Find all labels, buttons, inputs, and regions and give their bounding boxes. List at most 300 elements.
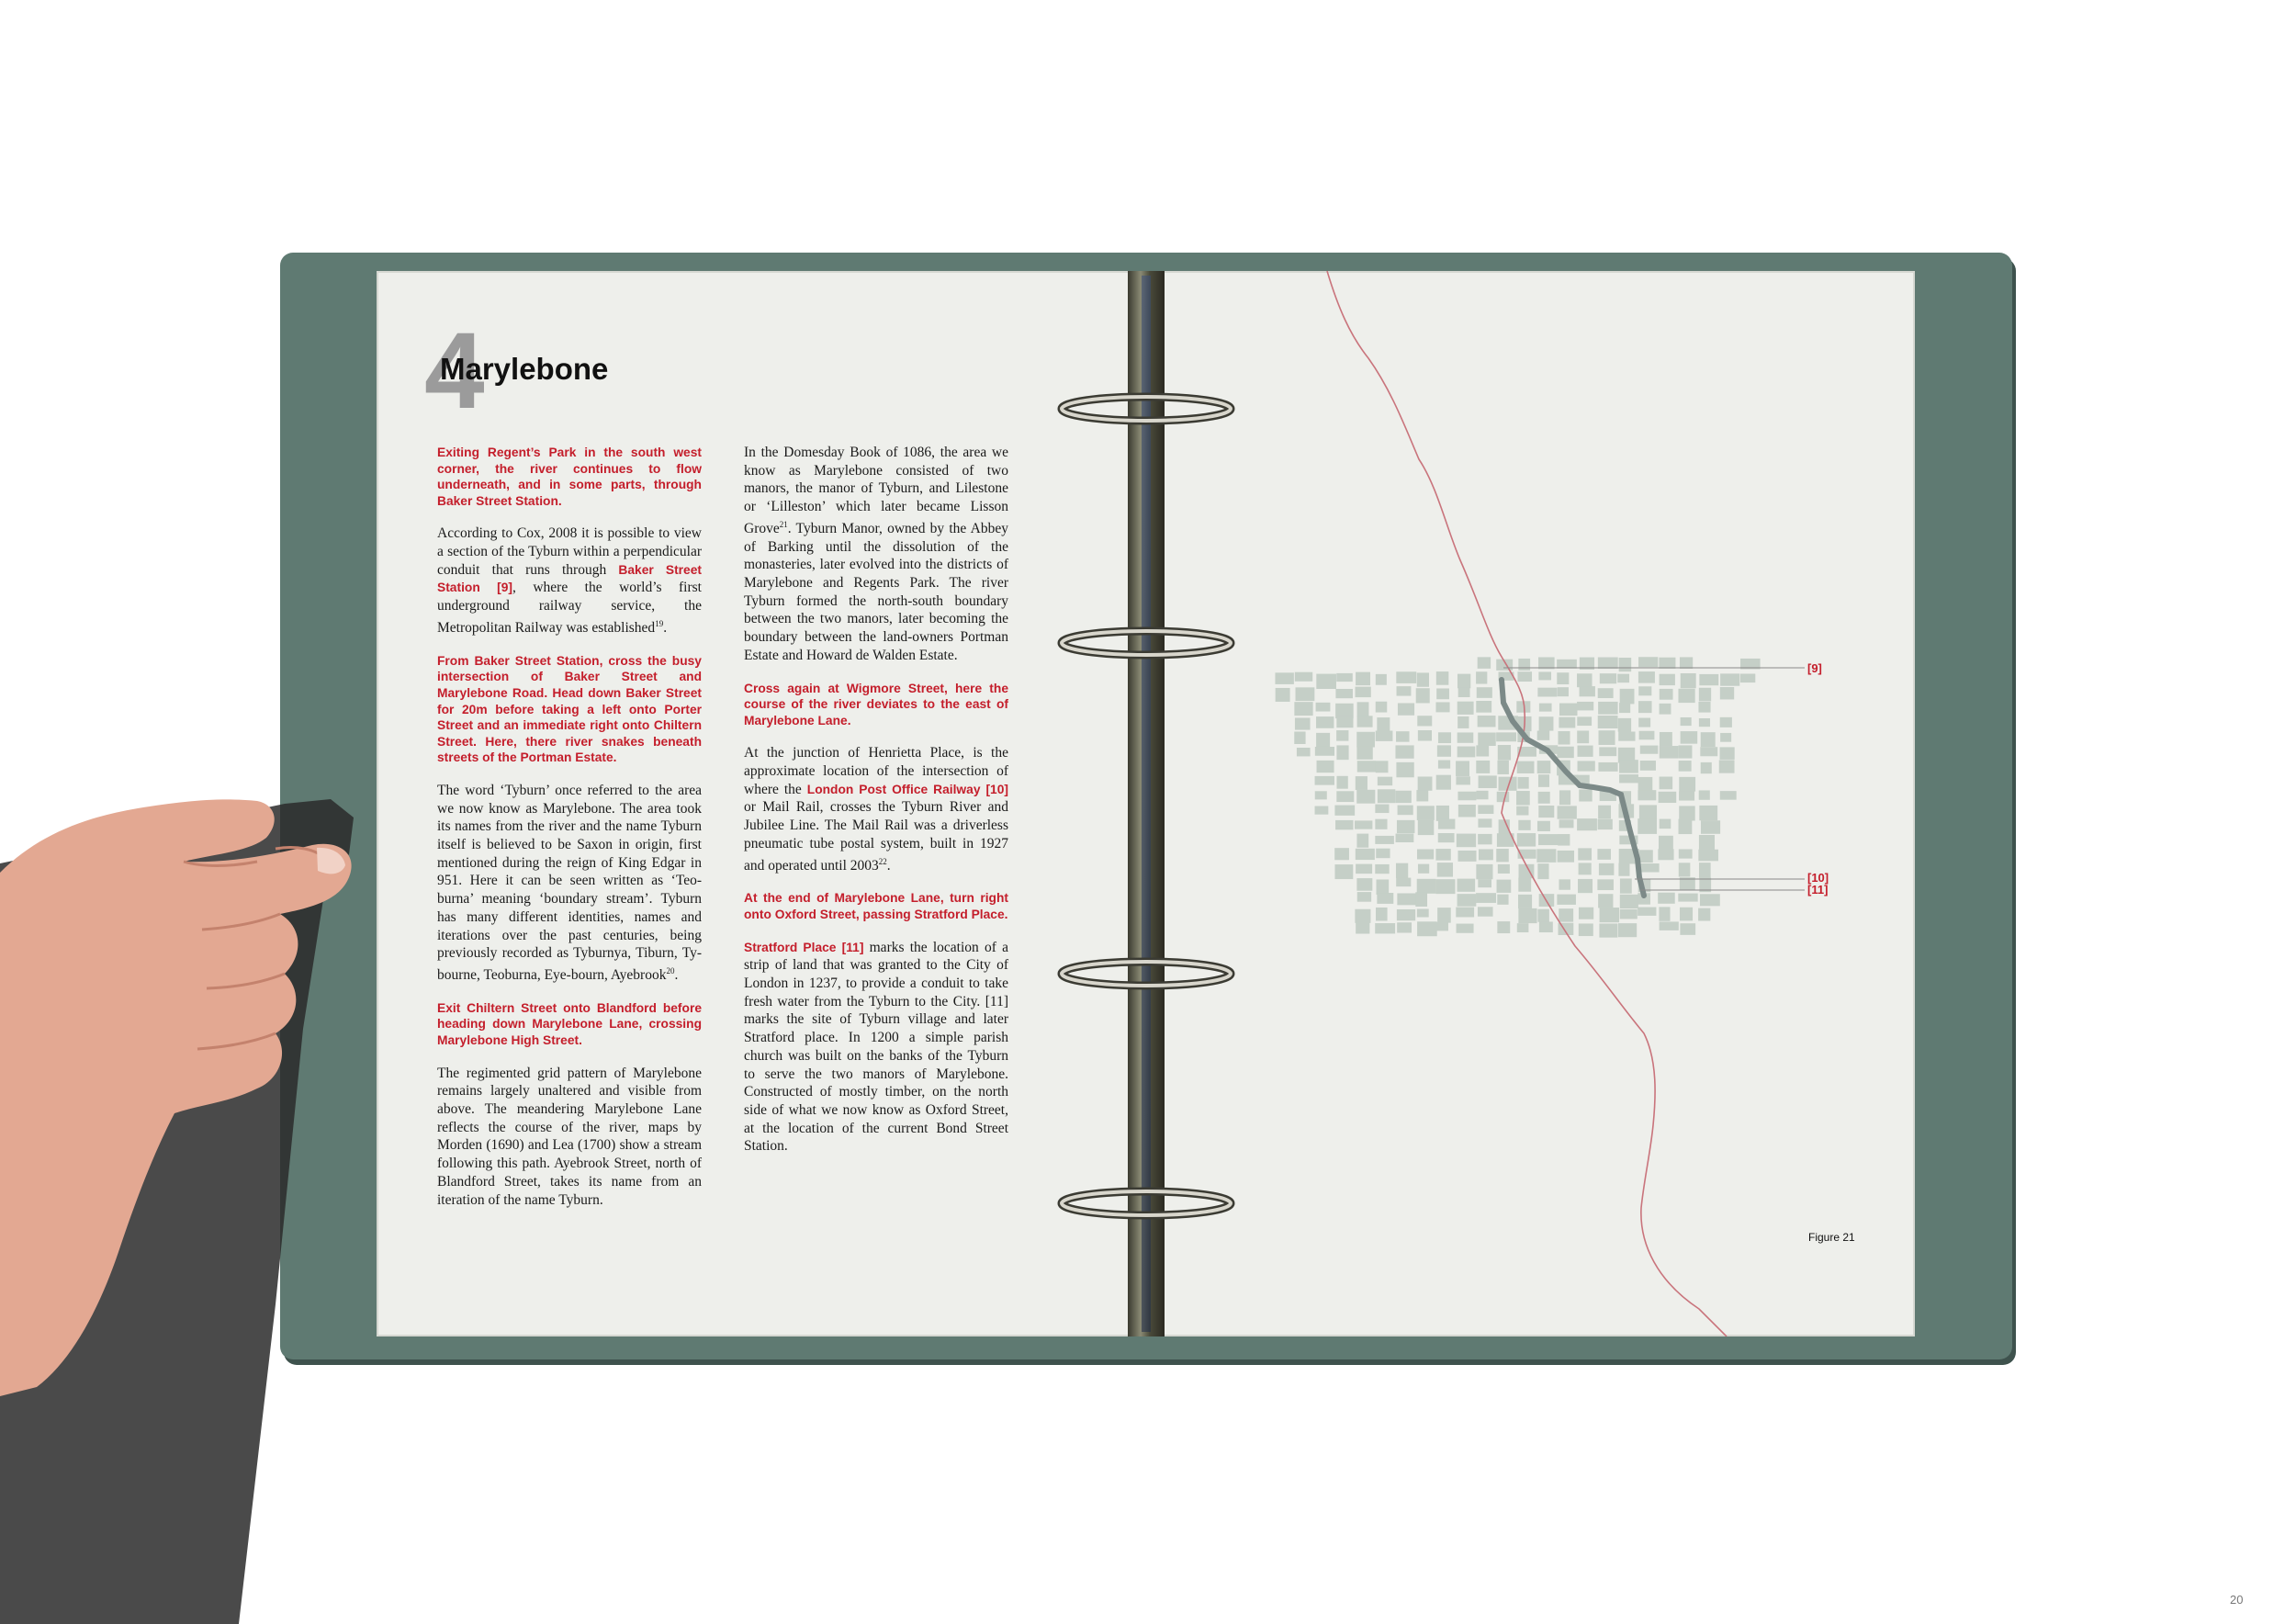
street-block [1558,731,1570,744]
street-block [1396,762,1413,777]
street-block [1458,792,1476,801]
street-block [1416,790,1428,801]
street-block [1539,921,1553,932]
callout-11: [11] [1807,883,1829,897]
street-block [1558,687,1569,696]
street-block [1538,792,1550,804]
street-block [1418,820,1435,835]
street-block [1498,745,1511,761]
street-block [1356,746,1372,759]
street-block [1295,672,1312,682]
site-reference: Baker Street Station [9] [437,562,702,595]
street-block [1658,893,1675,904]
street-block [1599,863,1614,875]
street-block [1376,674,1387,685]
street-block [1678,894,1697,902]
street-block [1476,671,1487,683]
street-block [1699,688,1711,702]
footnote-ref: 19 [655,618,664,628]
street-block [1356,776,1367,790]
street-block [1699,790,1710,799]
street-block [1537,688,1557,697]
street-block [1638,671,1655,683]
street-block [1456,776,1469,784]
street-block [1356,687,1371,698]
street-block [1497,921,1510,933]
street-block [1517,761,1535,773]
middle-text-column [744,444,1008,1171]
street-block [1559,819,1574,828]
page-number: 20 [2230,1593,2244,1607]
street-block [1699,835,1715,850]
street-block [1457,834,1476,848]
street-block [1478,834,1491,844]
street-block [1295,717,1311,729]
street-block [1417,879,1436,894]
street-block [1479,849,1493,860]
text-run: , where the world’s first underground railway service, the Metropolitan Railway was established [437,580,702,637]
street-block [1396,731,1409,741]
street-block [1518,895,1532,908]
street-block [1396,834,1414,842]
street-block [1516,806,1528,816]
street-block [1600,908,1619,922]
footnote-ref: 21 [779,519,788,529]
street-block [1599,923,1617,937]
street-block [1639,805,1657,818]
street-block [1397,820,1414,833]
street-block [1598,819,1613,829]
callout-9: [9] [1807,661,1822,675]
body-paragraph [437,782,702,985]
street-block [1679,863,1691,876]
street-block [1334,848,1349,860]
street-block [1458,805,1476,817]
street-block [1538,671,1551,680]
street-block [1620,878,1632,893]
street-block [1598,894,1613,908]
chapter-number: 4 [424,310,485,432]
text-run: At the junction of Henrietta Place, is the approximate location of the intersection of where the [744,745,1008,797]
street-block [1660,921,1679,930]
street-block [1478,805,1493,814]
street-block [1437,863,1453,876]
street-block [1701,820,1720,834]
street-block [1638,701,1652,713]
street-block [1398,806,1413,816]
street-block [1458,879,1476,892]
text-run: The word ‘Tyburn’ once referred to the area we now know as Marylebone. The area took its names from the river and the name Tyburn itself is believed to be Saxon in origin, first mentioned during the reign of King Edgar in 951. Here it can be seen written as ‘Teo-burna’ meaning ‘boundary stream’. Tyburn has many different identities, names and iterations over the past centuries, being previously recorded as Tyburnya, Tiburn, Ty-bourne, Teoburna, Eye-bourn, Ayebrook [437,782,702,984]
street-block [1396,863,1408,878]
street-block [1375,805,1389,813]
street-block [1398,703,1414,715]
street-block [1640,761,1656,771]
street-block [1559,790,1570,805]
street-block [1478,733,1495,746]
street-block [1660,704,1671,715]
street-block [1457,924,1474,933]
street-block [1476,701,1491,713]
street-block [1498,864,1510,874]
street-block [1579,923,1593,936]
street-block [1395,791,1411,803]
street-block [1377,879,1390,894]
callout-10: [10] [1807,871,1829,885]
street-block [1538,806,1554,818]
street-block [1395,745,1413,758]
street-block [1378,789,1395,803]
street-block [1720,747,1735,760]
street-block [1417,909,1429,918]
street-block [1518,777,1529,789]
street-block [1679,791,1694,800]
street-block [1720,733,1731,742]
binder-ring [1054,1185,1238,1222]
street-block [1698,908,1710,921]
street-block [1639,863,1659,873]
street-block [1275,672,1293,684]
street-block [1356,672,1370,685]
street-block [1618,732,1635,741]
street-block [1558,834,1570,846]
street-block [1294,702,1312,716]
street-block [1640,746,1659,754]
street-block [1701,762,1712,773]
street-block [1638,718,1650,727]
street-block [1356,922,1369,933]
street-block [1579,789,1592,801]
street-block [1698,702,1710,713]
street-block [1679,777,1695,792]
street-block [1378,777,1392,786]
street-block [1478,818,1491,828]
street-block [1497,895,1508,905]
text-run: In the Domesday Book of 1086, the area we know as Marylebone consisted of two manors, the manor of Tyburn, and Lilestone or ‘Lilleston’ which later became Lisson Grove [744,445,1008,536]
street-block [1397,686,1412,695]
street-block [1660,674,1675,685]
street-block [1435,849,1450,861]
street-block [1659,658,1675,669]
street-block [1437,745,1451,756]
street-block [1375,864,1389,874]
street-block [1497,761,1508,774]
street-block [1680,908,1693,921]
street-block [1334,806,1355,816]
street-block [1619,760,1638,773]
street-block [1620,895,1638,908]
street-block [1356,849,1375,860]
street-block [1557,747,1573,758]
street-block [1458,702,1474,715]
street-block [1415,892,1427,907]
street-block [1679,819,1693,834]
street-block [1699,806,1717,820]
street-block [1597,879,1614,890]
street-block [1740,673,1755,682]
street-block [1435,879,1455,894]
street-block [1376,761,1389,773]
street-block [1375,819,1387,829]
street-block [1456,908,1474,918]
street-block [1537,761,1551,773]
street-block [1517,923,1529,932]
body-paragraph [744,744,1008,874]
street-block [1476,745,1489,756]
street-block [1438,819,1455,829]
street-block [1720,673,1739,685]
street-block [1315,791,1327,799]
street-block [1476,791,1488,800]
street-block [1497,792,1510,802]
street-block [1598,688,1614,698]
street-block [1458,747,1476,758]
street-block [1458,716,1469,728]
street-block [1336,730,1348,741]
text-run: . [663,620,668,637]
street-block [1418,864,1429,874]
street-block [1516,791,1530,805]
street-block [1619,774,1638,783]
street-block [1580,686,1595,696]
street-block [1679,806,1694,820]
street-block [1638,818,1657,834]
route-direction: Exit Chiltern Street onto Blandford before heading down Marylebone Lane, crossing Marylebone High Street. [437,1000,702,1047]
hand-image [0,753,386,1624]
street-block [1700,894,1720,906]
street-block [1416,688,1430,703]
street-block [1436,671,1449,685]
street-block [1417,806,1435,820]
street-block [1518,820,1530,830]
street-block [1660,746,1679,759]
street-block [1438,761,1450,769]
street-block [1375,923,1395,933]
street-block [1336,673,1353,682]
street-block [1317,761,1334,773]
text-run: According to Cox, 2008 it is possible to view a section of the Tyburn within a perpendicular conduit that runs through [437,525,702,578]
left-text-column [437,445,702,1224]
street-block [1538,834,1559,845]
street-block [1597,849,1611,860]
street-block [1334,864,1353,879]
street-block [1537,909,1549,922]
binder-ring [1054,625,1238,661]
text-run: The regimented grid pattern of Marylebone remains largely unaltered and visible from above. The meandering Marylebone Lane reflects the course of the river, maps by Morden (1690) and Lea (1700) show a stream following this path. Ayebrook Street, north of Blandford Street, takes its name from an iteration of the name Tyburn. [437,1065,702,1208]
street-block [1577,730,1589,743]
spine-shadow [1142,276,1151,1332]
street-block [1557,895,1576,905]
street-block [1315,747,1334,756]
street-block [1336,791,1354,802]
text-run: . [886,857,891,874]
street-block [1619,703,1630,713]
street-block [1335,689,1353,698]
body-paragraph [744,939,1008,1156]
street-block [1357,716,1373,727]
street-block [1355,909,1370,923]
binder-ring [1054,390,1238,427]
street-block [1438,833,1455,842]
street-block [1458,894,1477,907]
street-block [1660,689,1673,700]
street-block [1417,672,1429,686]
street-block [1638,686,1651,695]
street-block [1376,702,1388,713]
street-block [1356,732,1375,748]
street-block [1458,688,1470,697]
street-block [1659,907,1670,920]
street-block [1355,820,1372,829]
street-block [1478,657,1491,669]
street-block [1294,731,1305,744]
street-block [1720,687,1734,699]
street-block [1435,702,1449,712]
street-block [1559,879,1570,889]
street-block [1557,672,1569,684]
street-block [1660,732,1672,746]
text-run: . [674,967,679,984]
street-block [1438,732,1451,743]
street-block [1598,716,1618,728]
street-block [1681,717,1692,726]
street-block [1538,774,1549,787]
street-block [1437,908,1451,923]
street-block [1396,671,1416,683]
street-block [1458,674,1470,689]
street-block [1599,747,1616,756]
street-block [1638,657,1658,667]
street-block [1315,806,1329,815]
street-block [1336,716,1353,727]
street-block [1678,745,1692,758]
street-block [1559,908,1573,921]
street-block [1558,851,1574,863]
street-block [1396,878,1411,887]
street-block [1518,659,1530,671]
street-block [1719,760,1735,773]
street-block [1436,922,1448,930]
street-block [1376,731,1393,741]
street-block [1559,704,1578,716]
route-direction: At the end of Marylebone Lane, turn right onto Oxford Street, passing Stratford Place. [744,891,1008,922]
footnote-ref: 20 [666,965,675,976]
street-blocks [1275,657,1760,937]
street-block [1699,674,1718,685]
street-block [1578,746,1593,757]
street-block [1639,850,1653,863]
street-block [1436,806,1449,821]
street-block [1577,818,1597,830]
street-block [1578,848,1592,860]
street-block [1699,863,1711,878]
street-block [1518,908,1536,923]
street-block [1477,687,1492,698]
street-block [1376,908,1388,921]
street-block [1418,776,1433,790]
route-direction: From Baker Street Station, cross the busy intersection of Baker Street and Marylebone Road. Head down Baker Street for 20m before taking a left onto Porter Street and an immediate right onto Chiltern Street. Here, there river snakes beneath streets of the Portman Estate. [437,653,702,765]
street-block [1559,717,1575,728]
figure-caption: Figure 21 [1808,1231,1855,1244]
street-block [1478,907,1493,916]
street-block [1476,893,1496,903]
text-run: marks the location of a strip of land that was granted to the City of London in 1237, to provide a conduit to take fresh water from the Tyburn to the City. [11] marks the site of Tyburn village and later Stratford place. In 1200 a simple parish church was built on the banks of the Tyburn to serve the two manors of Marylebone. Constructed of mostly timber, on the north side of what we now know as Oxford Street, at the location of the current Bond Street Station. [744,939,1008,1155]
street-block [1357,892,1371,902]
street-block [1316,716,1334,728]
street-block [1618,863,1629,876]
route-direction: Exiting Regent’s Park in the south west corner, the river continues to flow underneath, and in some parts, through Baker Street Station. [437,445,702,508]
street-block [1397,922,1412,932]
street-block [1558,806,1577,818]
street-block [1720,717,1732,727]
street-block [1356,878,1372,891]
body-paragraph [437,1065,702,1210]
street-block [1517,671,1532,682]
street-block [1659,792,1677,803]
text-run: . Tyburn Manor, owned by the Abbey of Barking until the dissolution of the monasteries, later evolved into the districts of Marylebone and Regents Park. The river Tyburn formed the north-south boundary between the two manors, later becoming the boundary between the land-owners Portman Estate and Howard de Walden Estate. [744,520,1008,663]
street-block [1296,687,1315,701]
body-paragraph [437,524,702,637]
street-block [1699,718,1710,727]
street-block [1377,717,1390,731]
street-block [1335,820,1353,829]
street-block [1517,833,1536,846]
street-block [1397,909,1415,920]
street-block [1598,658,1618,670]
street-block [1537,730,1549,739]
street-block [1417,850,1434,860]
body-paragraph [744,444,1008,665]
street-block [1316,733,1330,748]
street-block [1316,703,1331,712]
street-block [1276,688,1290,702]
street-block [1436,688,1449,699]
street-block [1479,775,1497,788]
street-block [1478,879,1491,887]
street-block [1336,745,1348,760]
binder-ring [1054,955,1238,992]
street-block [1315,776,1334,785]
street-block [1497,880,1512,893]
street-block [1680,657,1693,669]
street-block [1617,674,1629,683]
street-block [1598,702,1617,715]
street-block [1476,761,1490,773]
street-block [1620,689,1635,705]
text-run: or Mail Rail, crosses the Tyburn River and Jubilee Line. The Mail Rail was a driverless pneumatic tube postal system, built in 1927 and operated until 2003 [744,799,1008,874]
street-block [1619,658,1632,671]
street-block [1638,790,1656,800]
street-block [1620,909,1638,919]
street-block [1397,893,1416,905]
street-block [1536,849,1556,863]
street-block [1316,674,1336,689]
street-block [1356,834,1368,848]
street-block [1496,732,1516,741]
street-block [1376,849,1390,859]
street-block [1297,748,1311,756]
street-block [1681,673,1696,688]
street-block [1336,776,1347,789]
street-block [1539,716,1554,730]
street-block [1578,879,1593,893]
footnote-ref: 22 [878,856,887,866]
street-block [1679,761,1692,772]
street-block [1538,657,1555,669]
street-block [1577,673,1593,687]
street-block [1335,704,1354,718]
street-block [1701,732,1716,747]
street-block [1660,777,1673,790]
